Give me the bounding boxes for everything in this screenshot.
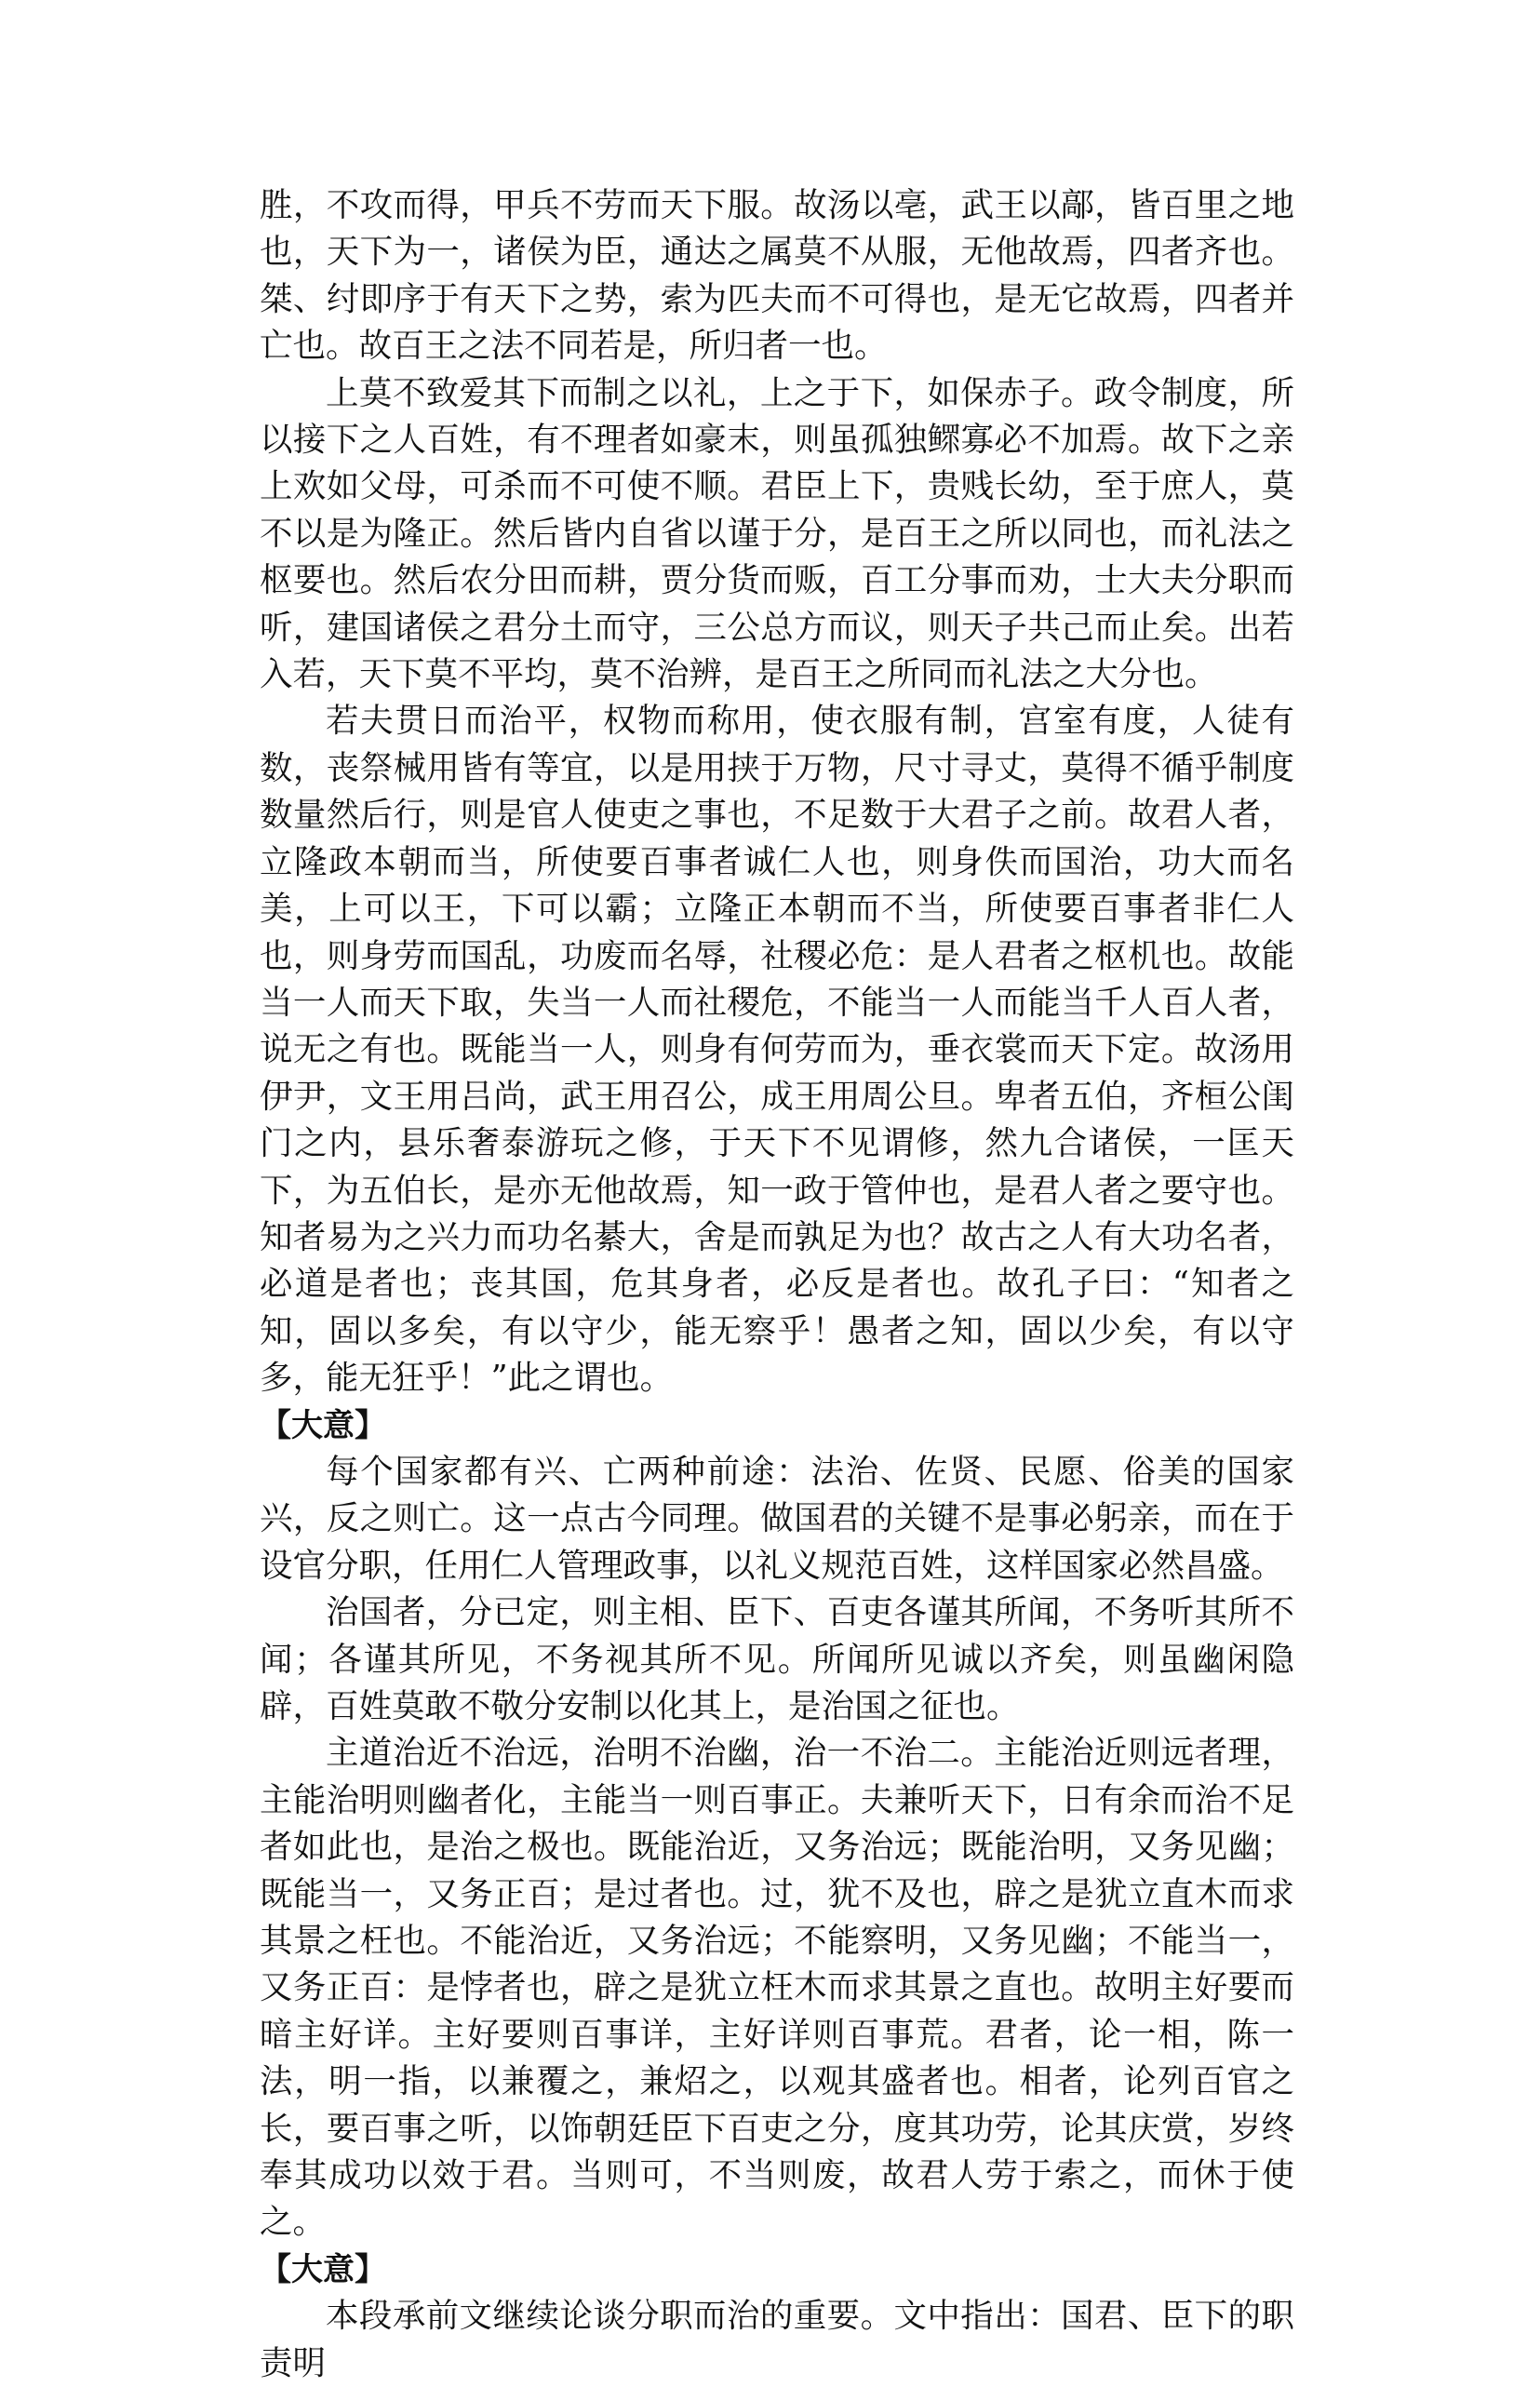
paragraph-7: 本段承前文继续论谈分职而治的重要。文中指出：国君、臣下的职责明 (260, 2297, 1294, 2382)
paragraph-2: 上莫不致爱其下而制之以礼，上之于下，如保赤子。政令制度，所以接下之人百姓，有不理者如豪末，则虽孤独鳏寡必不加焉。故下之亲上欢如父母，可杀而不可使不顺。君臣上下，贵贱长幼，至于庶人，莫不以是为隆正。然后皆内自省以谨于分，是百王之所以同也，而礼法之枢要也。然后农分田而耕，贾分货而贩，百工分事而劝，士大夫分职而听，建国诸侯之君分土而守，三公总方而议，则天子共己而止矣。出若入若，天下莫不平均，莫不治辨，是百王之所同而礼法之大分也。 (260, 373, 1294, 694)
document-page (260, 182, 1294, 2387)
paragraph-6: 主道治近不治远，治明不治幽，治一不治二。主能治近则远者理，主能治明则幽者化，主能当一则百事正。夫兼听天下，日有余而治不足者如此也，是治之极也。既能治近，又务治远；既能治明，又务见幽；既能当一，又务正百；是过者也。过，犹不及也，辟之是犹立直木而求其景之枉也。不能治近，又务治远；不能察明，又务见幽；不能当一，又务正百：是悖者也，辟之是犹立枉木而求其景之直也。故明主好要而暗主好详。主好要则百事详，主好详则百事荒。君者，论一相，陈一法，明一指，以兼覆之，兼炤之，以观其盛者也。相者，论列百官之长，要百事之听，以饰朝廷臣下百吏之分，度其功劳，论其庆赏，岁终奉其成功以效于君。当则可，不当则废，故君人劳于索之，而休于使之。 (260, 1734, 1294, 2242)
section-heading-dayi-1: 【大意】 (260, 1406, 386, 1444)
paragraph-4: 每个国家都有兴、亡两种前途：法治、佐贤、民愿、俗美的国家兴，反之则亡。这一点古今同理。做国君的关键不是事必躬亲，而在于设官分职，任用仁人管理政事，以礼义规范百姓，这样国家必然昌盛。 (260, 1452, 1294, 1585)
paragraph-5: 治国者，分已定，则主相、臣下、百吏各谨其所闻，不务听其所不闻；各谨其所见，不务视其所不见。所闻所见诚以齐矣，则虽幽闲隐辟，百姓莫敢不敬分安制以化其上，是治国之征也。 (260, 1593, 1294, 1725)
paragraph-1: 胜，不攻而得，甲兵不劳而天下服。故汤以亳，武王以鄗，皆百里之地也，天下为一，诸侯为臣，通达之属莫不从服，无他故焉，四者齐也。桀、纣即序于有天下之势，索为匹夫而不可得也，是无它故焉，四者并亡也。故百王之法不同若是，所归者一也。 (260, 186, 1294, 366)
section-heading-dayi-2: 【大意】 (260, 2250, 386, 2288)
paragraph-3: 若夫贯日而治平，权物而称用，使衣服有制，宫室有度，人徒有数，丧祭械用皆有等宜，以是用挟于万物，尺寸寻丈，莫得不循乎制度数量然后行，则是官人使吏之事也，不足数于大君子之前。故君人者，立隆政本朝而当，所使要百事者诚仁人也，则身佚而国治，功大而名美，上可以王，下可以霸；立隆正本朝而不当，所使要百事者非仁人也，则身劳而国乱，功废而名辱，社稷必危：是人君者之枢机也。故能当一人而天下取，失当一人而社稷危，不能当一人而能当千人百人者，说无之有也。既能当一人，则身有何劳而为，垂衣裳而天下定。故汤用伊尹，文王用吕尚，武王用召公，成王用周公旦。卑者五伯，齐桓公闺门之内，县乐奢泰游玩之修，于天下不见谓修，然九合诸侯，一匡天下，为五伯长，是亦无他故焉，知一政于管仲也，是君人者之要守也。知者易为之兴力而功名綦大，舍是而孰足为也？故古之人有大功名者，必道是者也；丧其国，危其身者，必反是者也。故孔子曰：“知者之知，固以多矣，有以守少，能无察乎！愚者之知，固以少矣，有以守多，能无狂乎！”此之谓也。 (260, 702, 1294, 1398)
